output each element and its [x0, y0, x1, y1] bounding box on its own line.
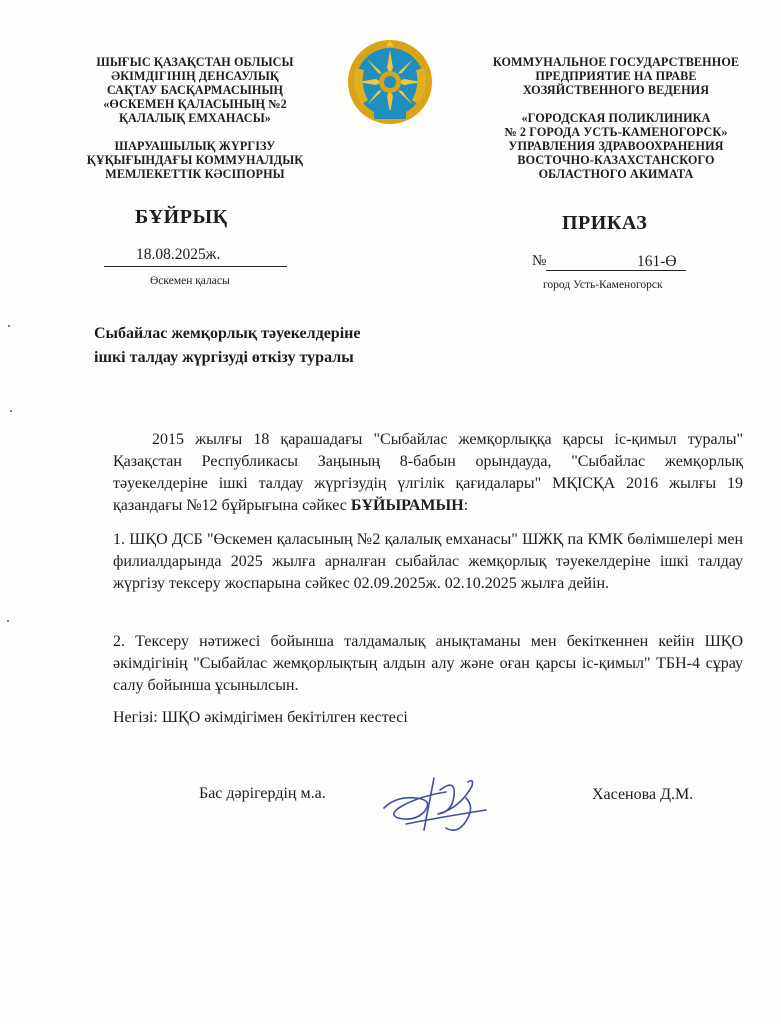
order-subject: Сыбайлас жемқорлық тәуекелдеріне ішкі талдау жүргізуді өткізу туралы — [94, 325, 361, 366]
header-kz-org-name: ШЫҒЫС ҚАЗАҚСТАН ОБЛЫСЫ ӘКІМДІГІНІҢ ДЕНСАУЛЫҚ САҚТАУ БАСҚАРМАСЫНЫҢ «ӨСКЕМЕН ҚАЛАСЫНЫҢ №2 ҚАЛАЛЫҚ ЕМХАНАСЫ» — [96, 55, 294, 125]
order-number: 161-Ө — [637, 253, 677, 270]
scan-speck — [7, 620, 9, 622]
order-date: 18.08.2025ж. — [136, 246, 221, 263]
signatory-name: Хасенова Д.М. — [592, 786, 694, 803]
city-ru: город Усть-Каменогорск — [543, 279, 663, 291]
scan-speck — [10, 410, 12, 412]
city-kz: Өскемен қаласы — [150, 275, 230, 287]
order-item-2: 2. Тексеру нәтижесі бойынша талдамалық анықтаманы мен бекіткеннен кейін ШҚО әкімдігінің "Сыбайлас жемқорлықтың алдын алу және оған қарсы іс-қимыл" ТБН-4 сұрау салу бойынша ұсынылсын. — [113, 633, 743, 694]
signatory-title: Бас дәрігердің м.а. — [199, 785, 326, 802]
order-verb: БҰЙЫРАМЫН — [350, 497, 464, 514]
order-title-kz: БҰЙРЫҚ — [135, 206, 228, 228]
preamble-paragraph — [113, 429, 743, 517]
header-kz-org-type: ШАРУАШЫЛЫҚ ЖҮРГІЗУ ҚҰҚЫҒЫНДАҒЫ КОММУНАЛДЫҚ МЕМЛЕКЕТТІК КӘСІПОРНЫ — [86, 139, 304, 181]
number-sign: № — [532, 253, 547, 269]
preamble-end: : — [463, 497, 469, 514]
order-item-1: 1. ШҚО ДСБ "Өскемен қаласының №2 қалалық емханасы" ШЖҚ па КМК бөлімшелері мен филиалдарында 2025 жылға арналған сыбайлас жемқорлық тәуекелдеріне ішкі талдау жүргізу тексеру жоспарына сәйкес 02.09.2025ж. 02.10.2025 жылға дейін. — [113, 531, 743, 592]
preamble-text: 2015 жылғы 18 қарашадағы "Сыбайлас жемқорлыққа қарсы іс-қимыл туралы" Қазақстан Республикасы Заңының 8-бабын орындауда, "Сыбайлас жемқорлық тәуекелдеріне ішкі талдау жүргізудің үлгілік қағидалары" МҚІСҚА 2016 жылғы 19 қазандағы №12 бұйрығына сәйкес — [113, 431, 743, 514]
kazakhstan-state-emblem-icon — [346, 38, 434, 126]
handwritten-signature-icon — [376, 768, 496, 838]
scan-speck — [8, 325, 10, 327]
basis-line: Негізі: ШҚО әкімдігімен бекітілген кестесі — [113, 709, 408, 726]
header-ru-org-name: КОММУНАЛЬНОЕ ГОСУДАРСТВЕННОЕ ПРЕДПРИЯТИЕ НА ПРАВЕ ХОЗЯЙСТВЕННОГО ВЕДЕНИЯ «ГОРОДСКАЯ ПОЛИКЛИНИКА № 2 ГОРОДА УСТЬ-КАМЕНОГОРСК» УПРАВЛЕНИЯ ЗДРАВООХРАНЕНИЯ ВОСТОЧНО-КАЗАХСТАНСКОГО ОБЛАСТНОГО АКИМАТА — [492, 55, 740, 181]
order-title-ru: ПРИКАЗ — [562, 212, 648, 234]
